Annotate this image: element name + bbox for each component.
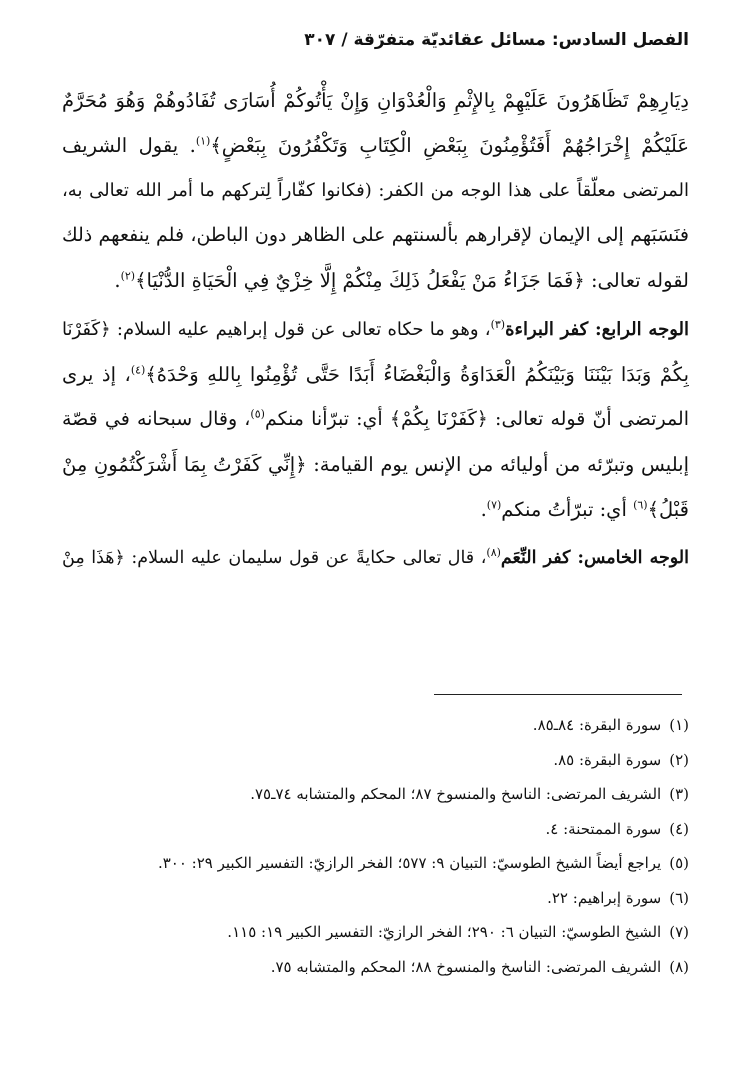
text-line: بِكُمْ وَبَدَا بَيْنَنَا وَبَيْنَكُمُ الْعَدَاوَةُ وَالْبَغْضَاءُ أَبَدًا حَتَّى تُؤْمِنُوا بِاللهِ وَحْدَهُ﴾$^{(٤)}$، إذ يرى: [62, 363, 689, 386]
footnote-text: الشريف المرتضى: الناسخ والمنسوخ ٨٨؛ المحكم والمتشابه ٧٥.: [270, 957, 662, 976]
footnote-number: (١): [669, 716, 689, 734]
footnote-number: (٤): [669, 819, 689, 838]
footnote-text: سورة الممتحنة: ٤.: [545, 819, 662, 838]
footnote-ref[interactable]: (١): [195, 134, 211, 148]
footnote-number: (٥): [669, 854, 689, 872]
footnote-number: (٢): [669, 750, 689, 769]
text-line: الوجه الخامس: كفر النِّعَم$^{(٨)}$، قال تعالى حكايةً عن قول سليمان عليه السلام: ﴿هَذَا مِنْ: [62, 546, 689, 568]
footnote-ref[interactable]: (٦): [633, 498, 648, 512]
footnote-text: يراجع أيضاً الشيخ الطوسيّ: التبيان ٩: ٥٧٧؛ الفخر الرازيّ: التفسير الكبير ٢٩: ٣٠٠.: [157, 854, 662, 872]
footnote-item: [62, 846, 689, 881]
footnote-ref[interactable]: (٤): [130, 363, 146, 377]
text-line: دِيَارِهِمْ تَظَاهَرُونَ عَلَيْهِمْ بِالإِثْمِ وَالْعُدْوَانِ وَإِنْ يَأْتُوكُمْ أُسَارَى تُفَادُوهُمْ وَهُوَ مُحَرَّمٌ: [62, 89, 689, 112]
text-line: إبليس وتبرّئه من أوليائه من الإنس يوم القيامة: ﴿إِنِّي كَفَرْتُ بِمَا أَشْرَكْتُمُونِ مِنْ: [62, 453, 689, 476]
text-line: عَلَيْكُمْ إِخْرَاجُهُمْ أَفَتُؤْمِنُونَ بِبَعْضِ الْكِتَابِ وَتَكْفُرُونَ بِبَعْضٍ﴾$^{(١)}$. يقول الشريف: [62, 134, 689, 157]
text-line: فنَسَبَهم إلى الإيمان لإقرارهم بألسنتهم على الظاهر دون الباطن، فلم ينفعهم ذلك: [62, 224, 689, 246]
footnote-item: [62, 881, 689, 916]
text-line: المرتضى معلّقاً على هذا الوجه من الكفر: (فكانوا كفّاراً لِتركهم ما أمر الله تعالى به،: [62, 180, 689, 201]
footnote-ref[interactable]: (٧): [486, 498, 502, 512]
footnote-text: سورة البقرة: ٨٤ـ٨٥.: [532, 716, 662, 734]
footnote-ref[interactable]: (٢): [120, 269, 136, 283]
footnote-ref[interactable]: (٨): [486, 546, 501, 560]
footnote-item: [62, 812, 689, 847]
footnote-number: (٨): [669, 957, 689, 976]
footnote-item: [62, 915, 689, 950]
footnote-item: [62, 743, 689, 778]
footnote-text: الشيخ الطوسيّ: التبيان ٦: ٢٩٠؛ الفخر الرازيّ: التفسير الكبير ١٩: ١١٥.: [227, 923, 662, 941]
footnote-divider: [434, 694, 682, 695]
text-line: قَبْلُ﴾$^{(٦)}$ أي: تبرّأتُ منكم$^{(٧)}$.: [480, 498, 689, 521]
footnote-number: (٦): [669, 888, 689, 907]
text-line: المرتضى أنّ قوله تعالى: ﴿كَفَرْنَا بِكُمْ﴾ أي: تبرّأنا منكم$^{(٥)}$، وقال سبحانه في قصّة: [62, 407, 689, 430]
footnotes: [62, 708, 689, 984]
section-heading: الوجه الخامس: كفر النِّعَم: [500, 548, 689, 568]
footnote-text: سورة البقرة: ٨٥.: [553, 750, 662, 769]
footnote-text: الشريف المرتضى: الناسخ والمنسوخ ٨٧؛ المحكم والمتشابه ٧٤ـ٧٥.: [250, 785, 662, 803]
footnote-item: [62, 950, 689, 985]
body-text: [62, 78, 689, 581]
running-header: الفصل السادس: مسائل عقائديّة متفرّقة / ٣٠٧: [304, 30, 689, 50]
footnote-number: (٣): [669, 785, 689, 803]
footnote-ref[interactable]: (٣): [490, 318, 506, 331]
footnote-ref[interactable]: (٥): [250, 407, 265, 421]
footnote-number: (٧): [669, 923, 689, 941]
section-heading: الوجه الرابع: كفر البراءة: [505, 319, 689, 340]
text-line: لقوله تعالى: ﴿فَمَا جَزَاءُ مَنْ يَفْعَلُ ذَلِكَ مِنْكُمْ إِلَّا خِزْيٌ فِي الْحَيَاةِ الدُّنْيَا﴾$^{(٢)}$.: [114, 269, 689, 292]
footnote-item: [62, 777, 689, 812]
footnote-item: [62, 708, 689, 743]
footnote-text: سورة إبراهيم: ٢٢.: [547, 888, 662, 907]
text-line: الوجه الرابع: كفر البراءة$^{(٣)}$، وهو ما حكاه تعالى عن قول إبراهيم عليه السلام: ﴿كَفَرْنَا: [62, 318, 689, 340]
